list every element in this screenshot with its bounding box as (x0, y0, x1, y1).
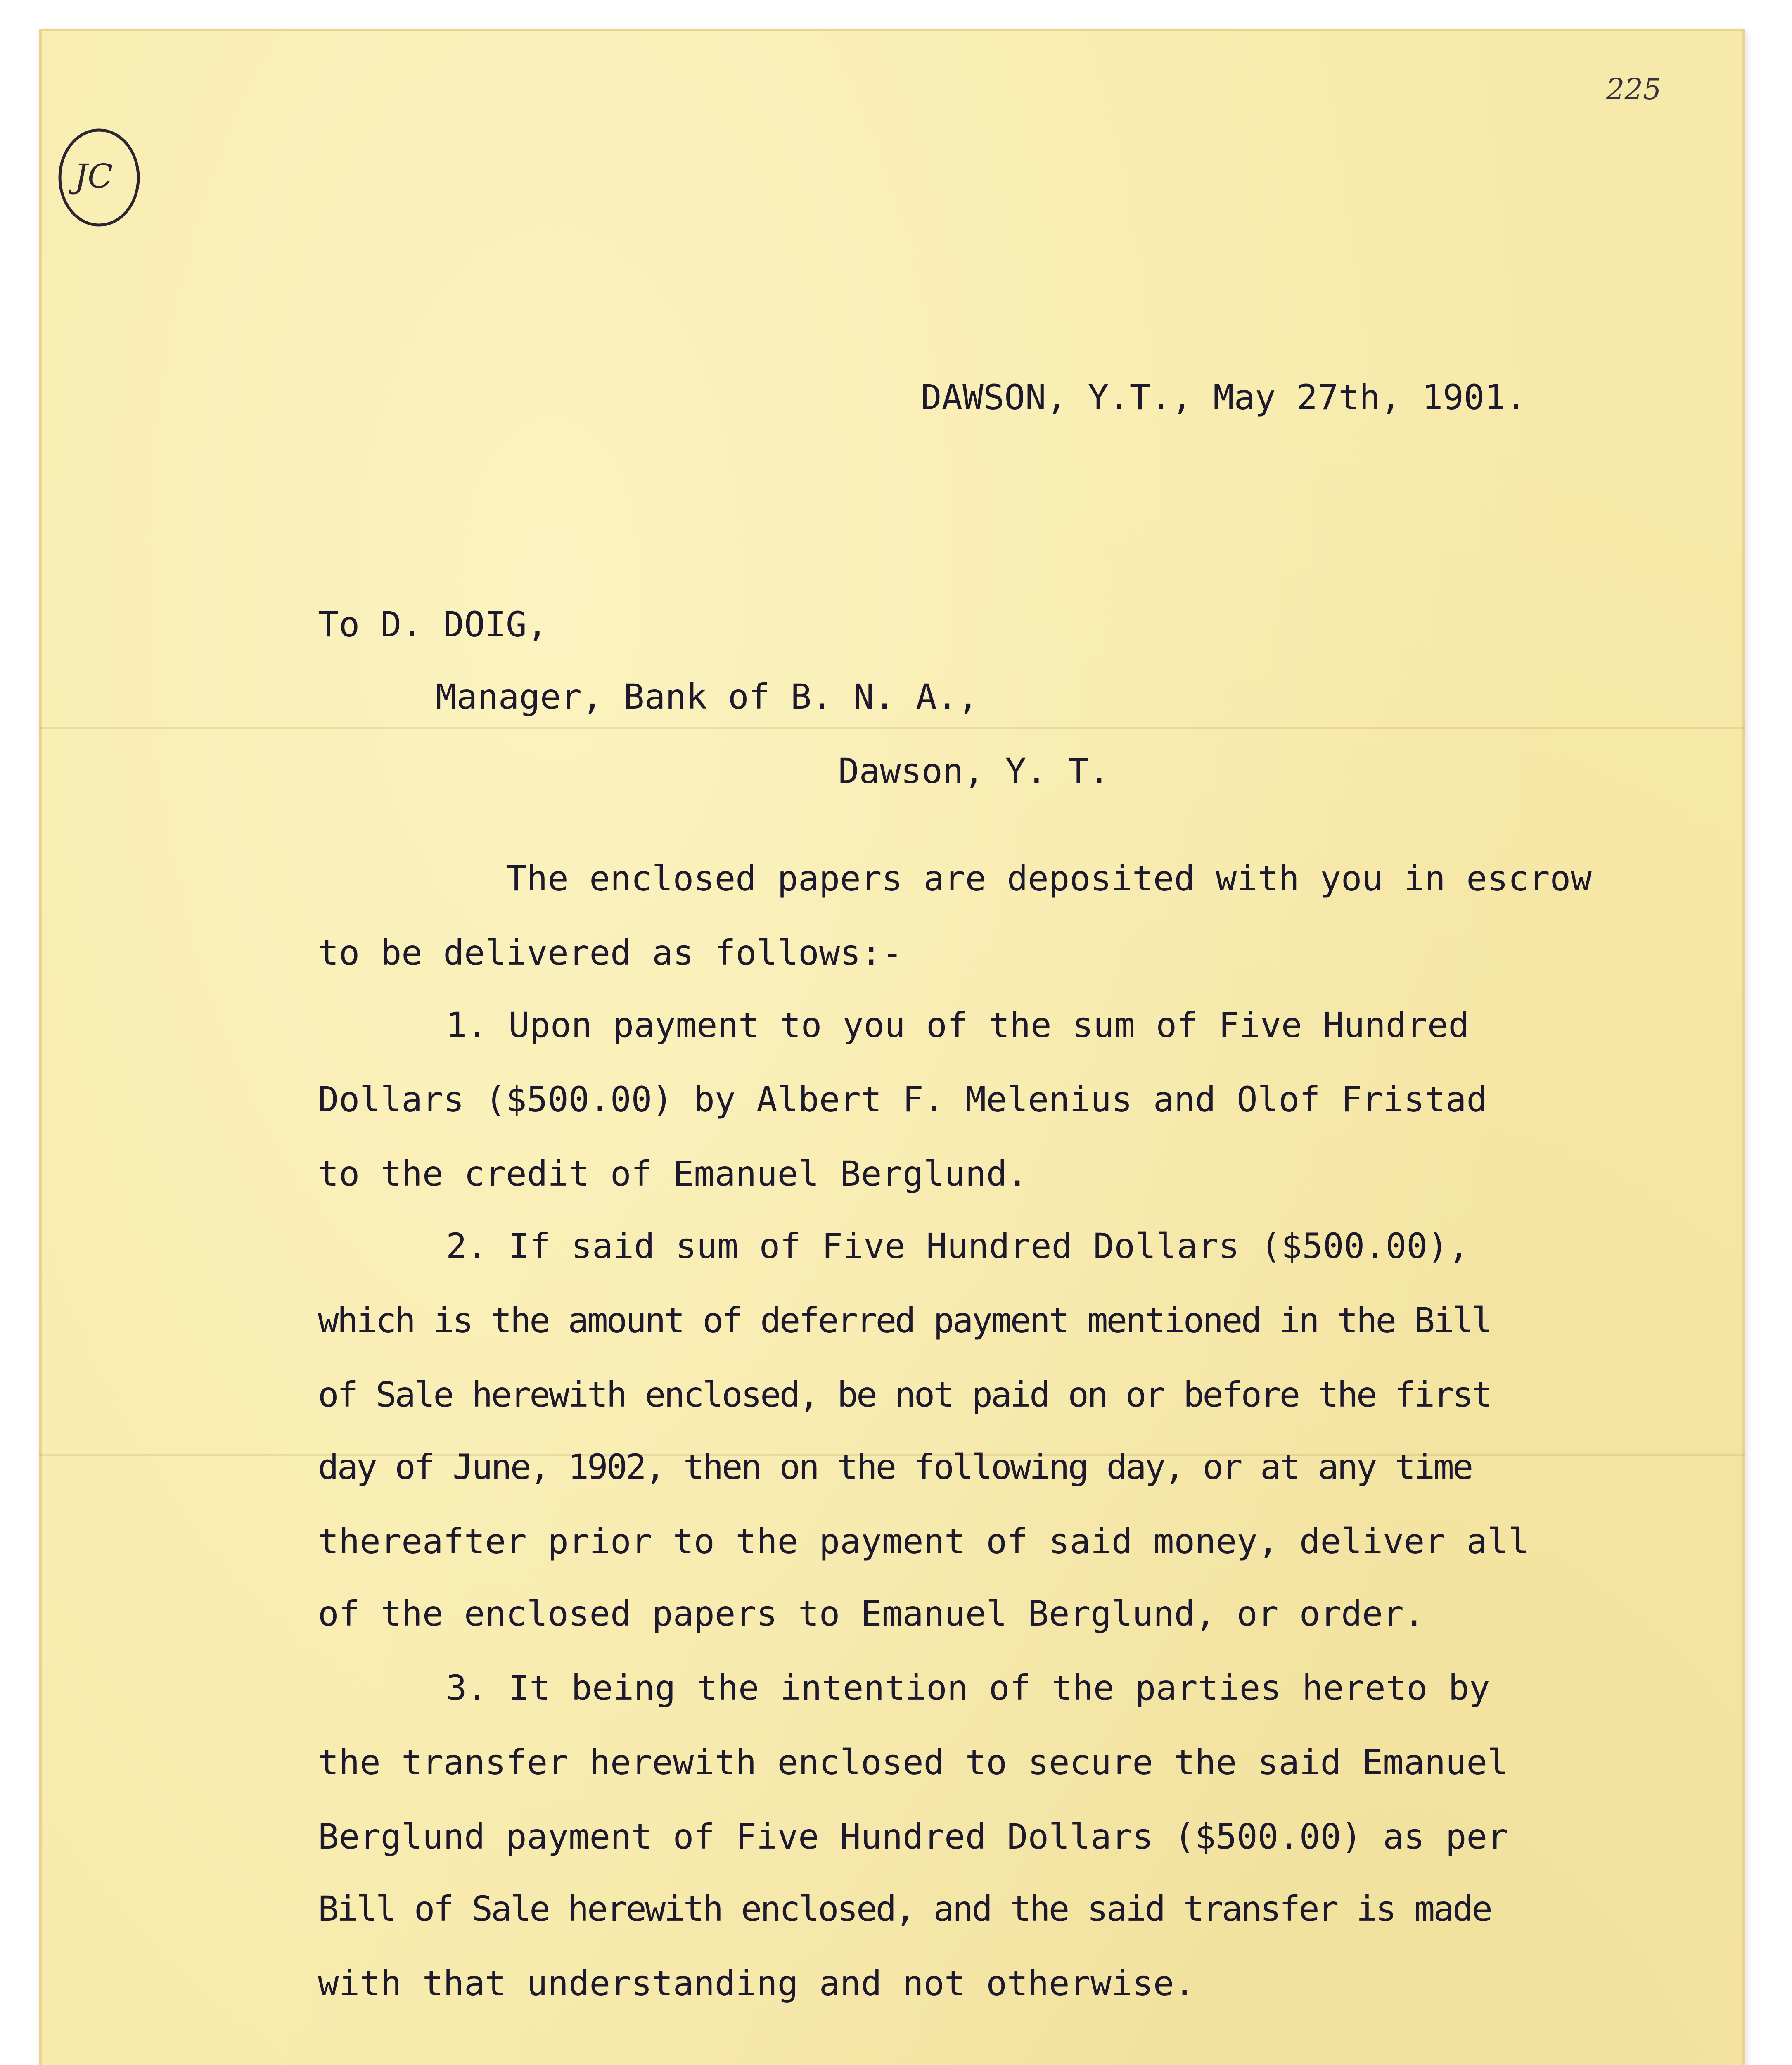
body-line: Bill of Sale herewith enclosed, and the said transfer is made (318, 1889, 1491, 1929)
body-line: with that understanding and not otherwise. (318, 1963, 1195, 2003)
page-number: 225 (1606, 72, 1662, 106)
stamp-initials: JC (74, 157, 113, 195)
dateline: DAWSON, Y.T., May 27th, 1901. (921, 377, 1527, 418)
body-line: of Sale herewith enclosed, be not paid on or before the first (318, 1374, 1491, 1415)
body-line: 1. Upon payment to you of the sum of Five Hundred (446, 1005, 1470, 1045)
body-line: 3. It being the intention of the parties hereto by (446, 1668, 1490, 1708)
fold-crease (39, 727, 1745, 729)
body-line: to the credit of Emanuel Berglund. (318, 1154, 1028, 1194)
address-line-3: Dawson, Y. T. (838, 751, 1110, 791)
body-line: to be delivered as follows:- (318, 933, 903, 973)
body-line: day of June, 1902, then on the following day, or at any time (318, 1447, 1472, 1487)
body-line: thereafter prior to the payment of said money, deliver all (318, 1521, 1529, 1562)
body-line: 2. If said sum of Five Hundred Dollars ($500.00), (446, 1226, 1470, 1266)
address-line-2: Manager, Bank of B. N. A., (436, 676, 979, 717)
body-line: of the enclosed papers to Emanuel Berglund, or order. (318, 1593, 1425, 1634)
body-line: Berglund payment of Five Hundred Dollars ($500.00) as per (318, 1816, 1508, 1857)
body-line: Dollars ($500.00) by Albert F. Melenius and Olof Fristad (318, 1079, 1488, 1120)
address-line-1: To D. DOIG, (318, 604, 548, 645)
body-line: which is the amount of deferred payment mentioned in the Bill (318, 1300, 1491, 1341)
body-line: The enclosed papers are deposited with you in escrow (506, 858, 1592, 899)
body-line: the transfer herewith enclosed to secure the said Emanuel (318, 1742, 1508, 1783)
